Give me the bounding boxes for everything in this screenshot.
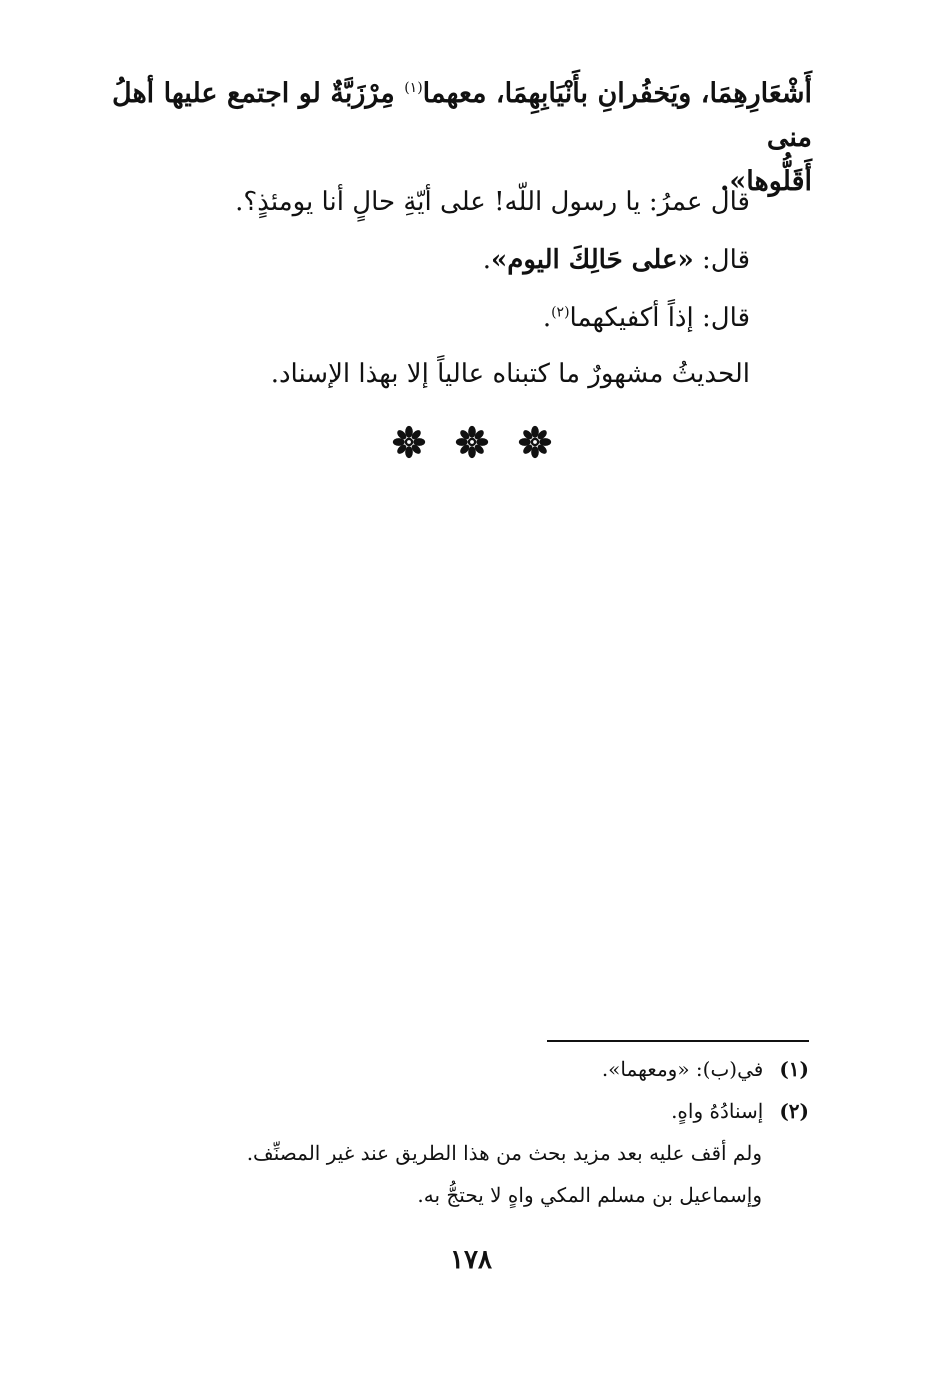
footnote-1-text: في(ب): «ومعهما». <box>601 1057 764 1081</box>
paragraph-prophet-answer <box>150 240 750 280</box>
paragraph-prophet-answer-quote: «على حَالِكَ اليوم» <box>490 245 694 275</box>
paragraph-umar-reply-suffix: . <box>542 303 552 333</box>
footnote-2-text: إسنادُهُ واهٍ. <box>671 1099 764 1123</box>
footnote-ref-1: (١) <box>404 80 423 96</box>
paragraph-prophet-answer-suffix: . <box>482 245 491 275</box>
lead-line-1-part-a: أَشْعَارِهِمَا، ويَخفُرانِ بأَنْيَابِهِمَا، معهما <box>422 78 813 109</box>
footnote-2-continuation-1: ولم أقف عليه بعد مزيد بحث من هذا الطريق عند غير المصنِّف. <box>246 1141 762 1165</box>
paragraph-umar-reply-text: قال: إذاً أكفيكهما <box>569 303 750 333</box>
paragraph-umar-reply <box>150 298 750 338</box>
lead-line-1-part-b: مِرْزَبَّةٌ لو اجتمع عليها أهلُ منى <box>112 78 812 153</box>
flower-ornament-icon <box>518 425 552 459</box>
footnote-1 <box>209 1054 809 1084</box>
lead-line-1 <box>112 72 812 160</box>
paragraph-hadith-note: الحديثُ مشهورٌ ما كتبناه عالياً إلا بهذا الإسناد. <box>270 359 750 389</box>
paragraph-prophet-answer-prefix: قال: <box>693 245 750 275</box>
section-divider-ornaments <box>392 424 552 460</box>
footnote-1-number: (١) <box>779 1057 809 1081</box>
paragraph-umar-question: قال عمرُ: يا رسول اللّه! على أيّةِ حالٍ أنا يومئذٍ؟. <box>235 187 750 217</box>
flower-ornament-icon <box>392 425 426 459</box>
flower-ornament-icon <box>455 425 489 459</box>
footnote-2 <box>209 1096 809 1126</box>
footnote-separator <box>547 1040 809 1042</box>
page-number: ١٧٨ <box>450 1245 492 1275</box>
footnote-ref-2: (٢) <box>551 304 570 321</box>
lead-line-2: أَقَلُّوها». <box>719 166 812 197</box>
footnote-2-continuation-2: وإسماعيل بن مسلم المكي واهٍ لا يحتجُّ به. <box>417 1183 762 1207</box>
footnote-2-number: (٢) <box>779 1099 809 1123</box>
